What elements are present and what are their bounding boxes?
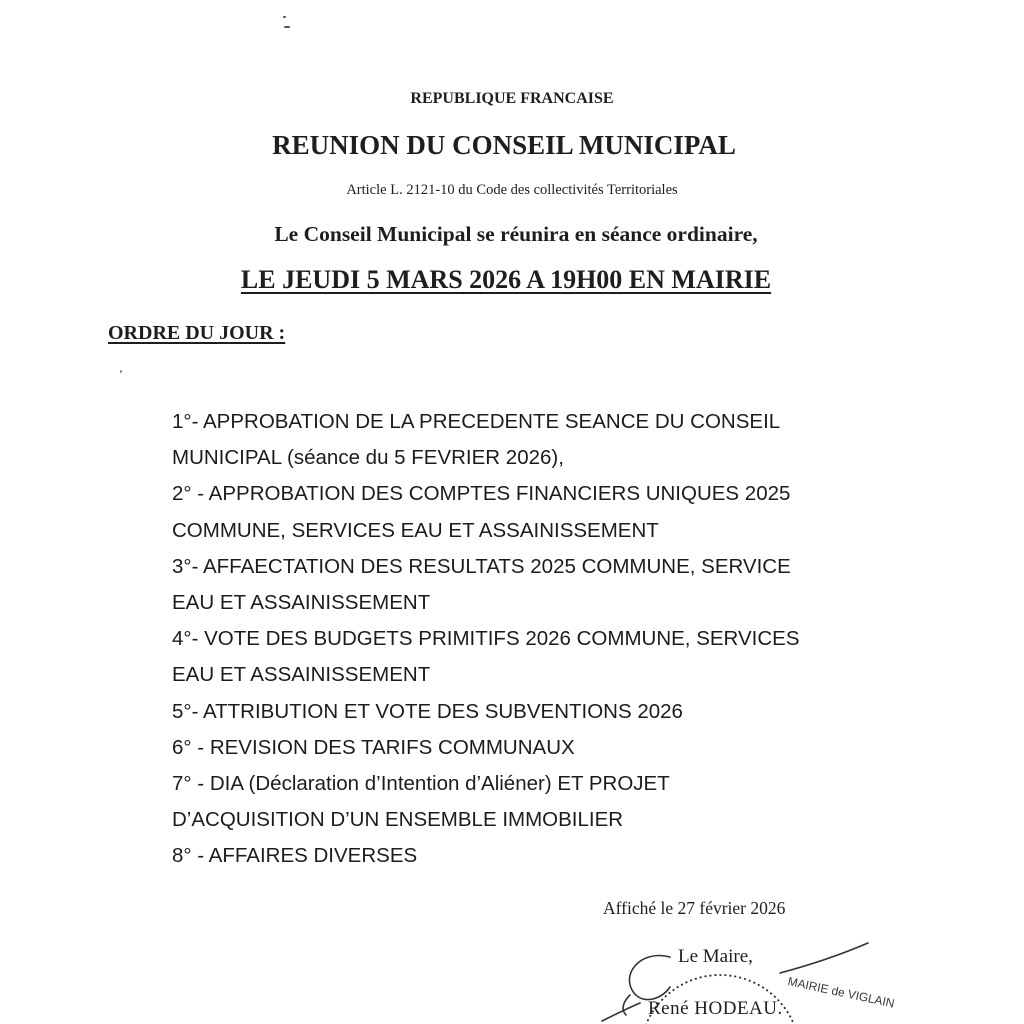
agenda-item-6 [172,730,932,766]
meeting-intro: Le Conseil Municipal se réunira en séance ordinaire, [274,222,758,246]
agenda-item-line: COMMUNE, SERVICES EAU ET ASSAINISSEMENT [172,518,659,542]
agenda-item-line: 4°- VOTE DES BUDGETS PRIMITIFS 2026 COMMUNE, SERVICES [172,627,800,651]
stamp-text: MAIRIE de VIGLAIN [786,974,896,1011]
scan-speck [120,370,122,373]
agenda-item-1 [172,404,932,476]
meeting-title: REUNION DU CONSEIL MUNICIPAL [272,130,736,160]
agenda-item-2 [172,476,932,548]
agenda-item-line: 3°- AFFAECTATION DES RESULTATS 2025 COMMUNE, SERVICE [172,554,791,578]
signature-block [600,935,900,1024]
agenda-item-5 [172,694,932,730]
agenda-item-line: EAU ET ASSAINISSEMENT [172,590,431,614]
agenda-item-line: MUNICIPAL (séance du 5 FEVRIER 2026), [172,446,564,470]
agenda-item-line: 8° - AFFAIRES DIVERSES [172,844,418,868]
agenda-heading: ORDRE DU JOUR : [108,322,286,344]
meeting-date: LE JEUDI 5 MARS 2026 A 19H00 EN MAIRIE [240,265,772,294]
agenda-item-line: 6° - REVISION DES TARIFS COMMUNAUX [172,735,575,759]
agenda-list [172,404,932,874]
signatory-name: René HODEAU. [648,998,783,1019]
signatory-title: Le Maire, [678,946,753,967]
scan-speck [283,16,286,18]
agenda-item-line: EAU ET ASSAINISSEMENT [172,663,431,687]
agenda-item-8 [172,838,932,874]
agenda-item-line: 1°- APPROBATION DE LA PRECEDENTE SEANCE DU CONSEIL [172,410,781,433]
scan-speck [284,26,290,28]
agenda-item-line: 7° - DIA (Déclaration d’Intention d’Aliéner) ET PROJET [172,771,670,795]
agenda-item-7 [172,766,932,838]
agenda-item-line: 5°- ATTRIBUTION ET VOTE DES SUBVENTIONS 2026 [172,699,683,723]
agenda-item-line: D’ACQUISITION D’UN ENSEMBLE IMMOBILIER [172,808,624,832]
legal-reference: Article L. 2121-10 du Code des collectivités Territoriales [346,182,678,198]
agenda-item-line: 2° - APPROBATION DES COMPTES FINANCIERS UNIQUES 2025 [172,482,791,506]
agenda-item-3 [172,549,932,621]
agenda-item-4 [172,621,932,693]
republic-heading: REPUBLIQUE FRANCAISE [410,90,614,107]
posting-date: Affiché le 27 février 2026 [603,898,786,918]
